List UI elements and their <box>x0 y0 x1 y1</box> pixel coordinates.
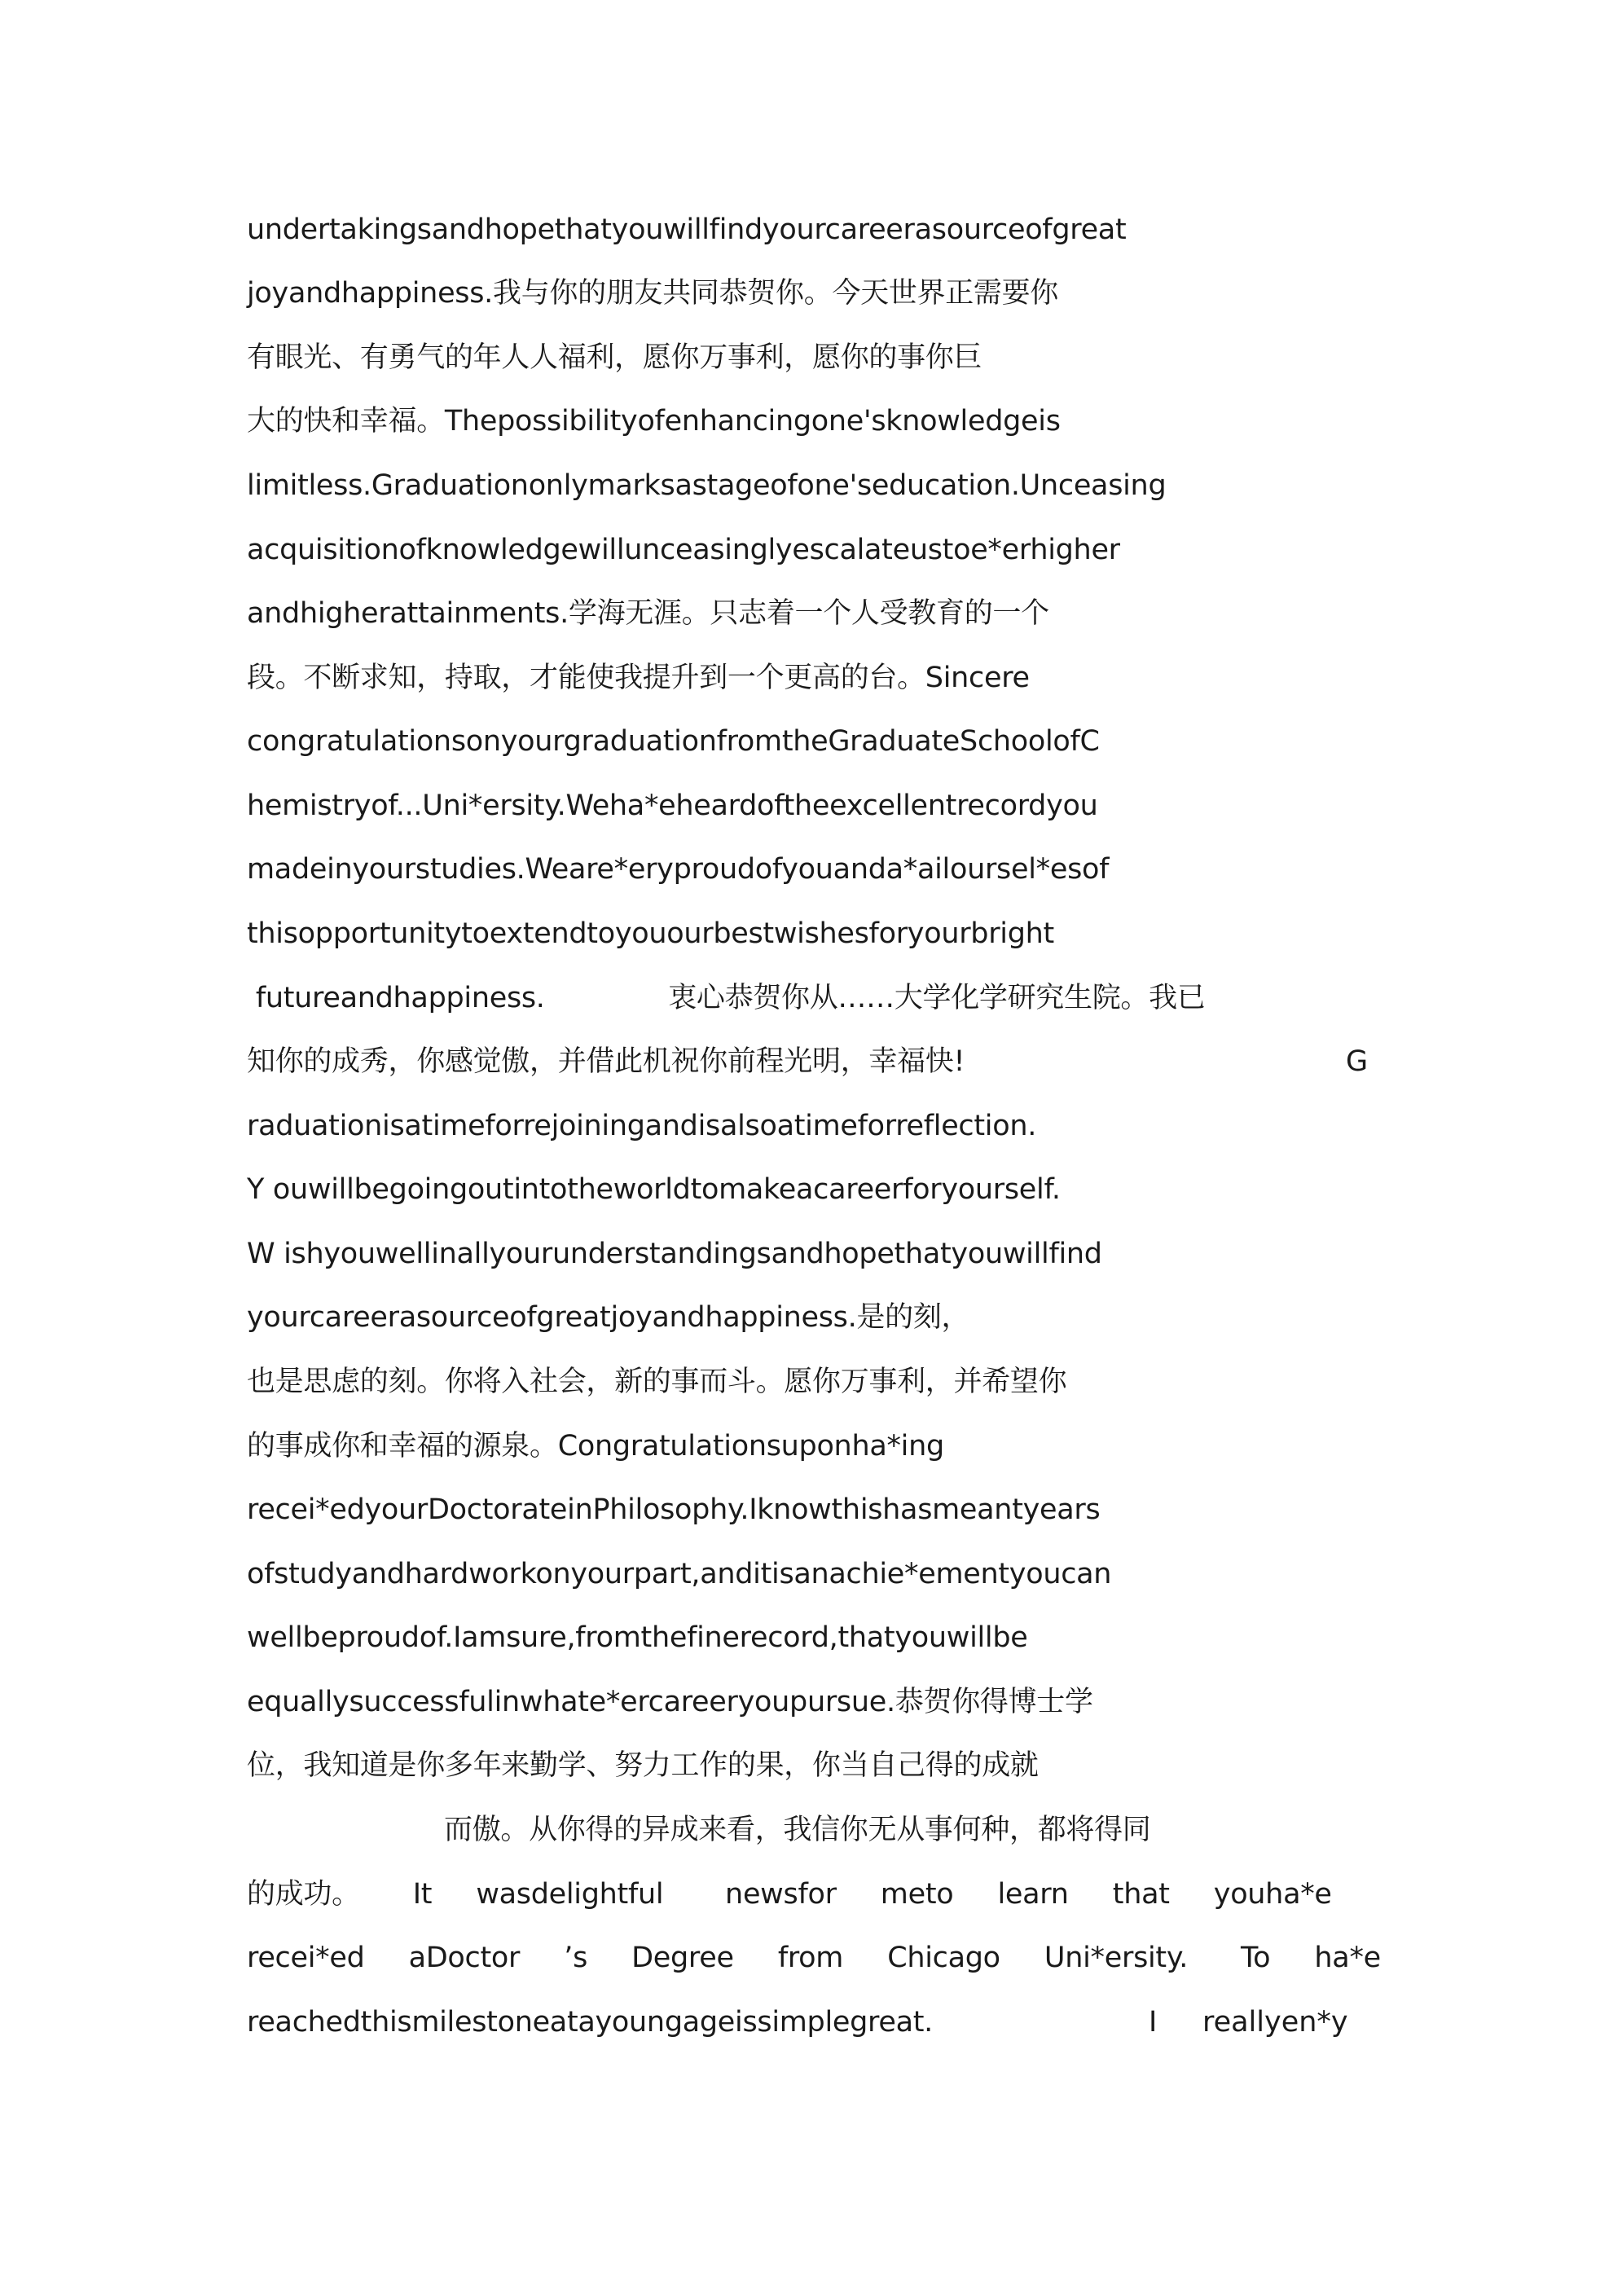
text-line: 的成功。 It wasdelightful newsfor meto learn that youha*e <box>247 1878 1332 1911</box>
text-line: 段。不断求知，持取，才能使我提升到一个更高的台。Sincere <box>247 662 1030 694</box>
text-line: 有眼光、有勇气的年人人福利，愿你万事利，愿你的事你巨 <box>247 341 982 374</box>
text-line: 也是思虑的刻。你将入社会，新的事而斗。愿你万事利，并希望你 <box>247 1366 1067 1398</box>
text-line: W ishyouwellinallyourunderstandingsandhopethatyouwillfind <box>247 1238 1102 1270</box>
text-line: raduationisatimeforrejoiningandisalsoatimeforreflection. <box>247 1110 1037 1142</box>
text-fragment-g: G <box>1346 1045 1369 1078</box>
text-line: ofstudyandhardworkonyourpart,anditisanachie*ementyoucan <box>247 1558 1112 1590</box>
text-line: 位，我知道是你多年来勤学、努力工作的果，你当自己得的成就 <box>247 1749 1039 1782</box>
text-line: joyandhappiness.我与你的朋友共同恭贺你。今天世界正需要你 <box>247 277 1058 310</box>
text-line: wellbeproudof.Iamsure,fromthefinerecord,thatyouwillbe <box>247 1621 1028 1654</box>
text-line: 知你的成秀，你感觉傲，并借此机祝你前程光明，幸福快! <box>247 1045 965 1078</box>
text-line: thisopportunitytoextendtoyouourbestwishesforyourbright <box>247 917 1054 950</box>
text-line: recei*edyourDoctorateinPhilosophy.Iknowthishasmeantyears <box>247 1493 1101 1526</box>
text-line: madeinyourstudies.Weare*eryproudofyouanda*ailoursel*esof <box>247 853 1110 886</box>
text-fragment-i: I reallyen*y <box>1149 2006 1348 2039</box>
text-line: hemistryof...Uni*ersity.Weha*eheardoftheexcellentrecordyou <box>247 790 1098 822</box>
text-line: limitless.Graduationonlymarksastageofone'seducation.Unceasing <box>247 469 1167 502</box>
text-line: yourcareerasourceofgreatjoyandhappiness.是的刻， <box>247 1301 970 1334</box>
text-line: 大的快和幸福。Thepossibilityofenhancingone'sknowledgeis <box>247 405 1061 438</box>
text-line: Y ouwillbegoingoutintotheworldtomakeacareerforyourself. <box>247 1173 1061 1206</box>
text-line: 的事成你和幸福的源泉。Congratulationsuponha*ing <box>247 1430 944 1462</box>
text-line: andhigherattainments.学海无涯。只志着一个人受教育的一个 <box>247 597 1049 630</box>
text-line: futureandhappiness. 衷心恭贺你从……大学化学研究生院。我已 <box>247 982 1206 1014</box>
text-line: undertakingsandhopethatyouwillfindyourcareerasourceofgreat <box>247 213 1127 246</box>
text-line: 而傲。从你得的异成来看，我信你无从事何种，都将得同 <box>444 1814 1151 1846</box>
text-line: reachedthismilestoneatayoungageissimplegreat. <box>247 2006 933 2039</box>
text-line: congratulationsonyourgraduationfromtheGraduateSchoolofC <box>247 725 1100 758</box>
text-line: equallysuccessfulinwhate*ercareeryoupursue.恭贺你得博士学 <box>247 1686 1093 1718</box>
text-line: recei*ed aDoctor ’s Degree from Chicago Uni*ersity. To ha*e <box>247 1942 1381 1974</box>
text-line: acquisitionofknowledgewillunceasinglyescalateustoe*erhigher <box>247 534 1120 566</box>
